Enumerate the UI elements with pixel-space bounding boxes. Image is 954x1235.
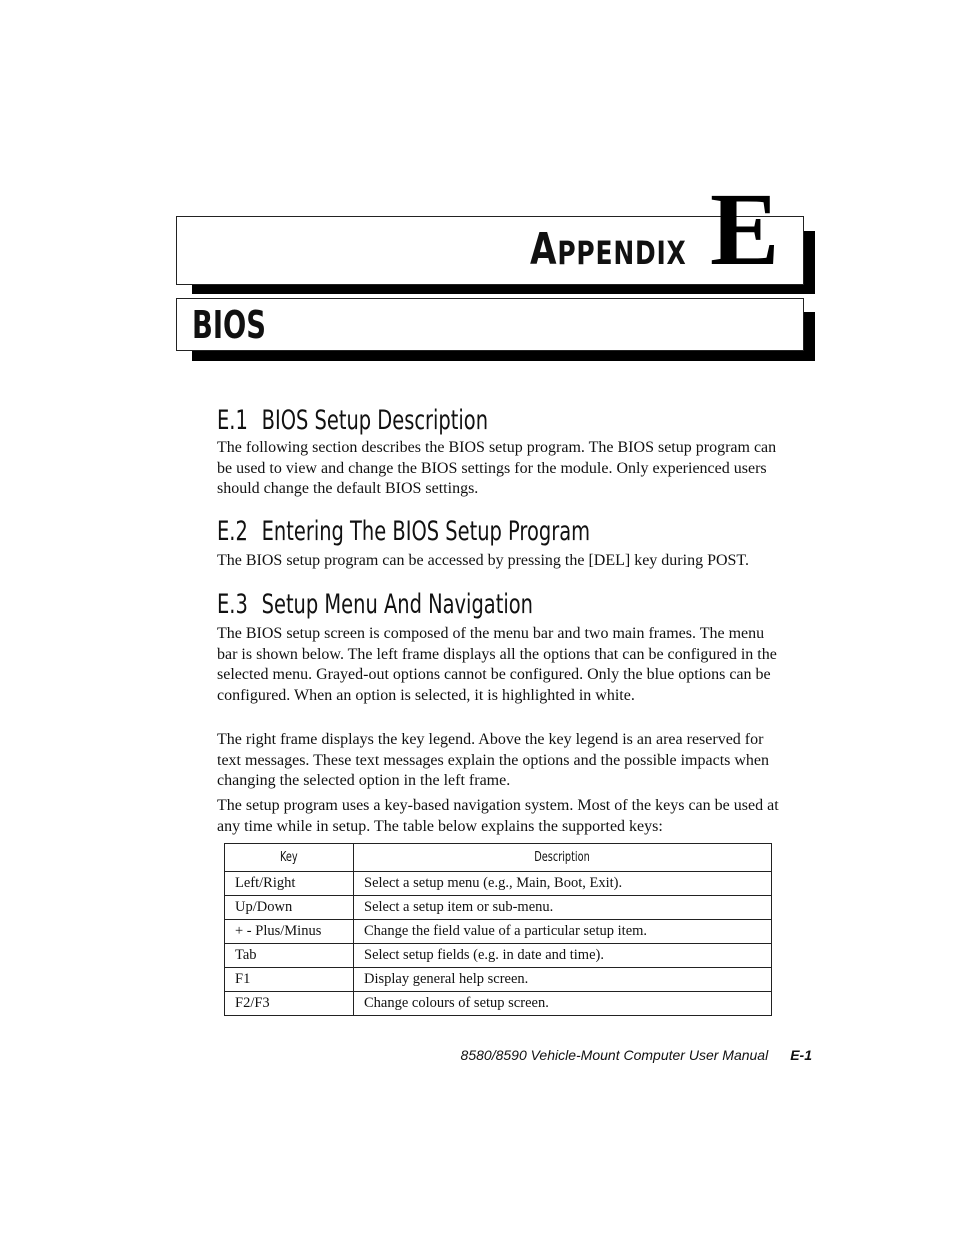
- table-cell-key: Up/Down: [225, 896, 354, 920]
- table-header-key: [225, 844, 354, 872]
- section-title: BIOS Setup Description: [261, 405, 489, 436]
- table-row: [225, 920, 772, 944]
- page-number: E-1: [790, 1047, 812, 1063]
- table-cell-description: Select a setup item or sub-menu.: [354, 896, 772, 920]
- section-paragraph: The BIOS setup program can be accessed by pressing the [DEL] key during POST.: [217, 552, 750, 569]
- table-cell-description: Select a setup menu (e.g., Main, Boot, Exit).: [354, 872, 772, 896]
- section-title: Entering The BIOS Setup Program: [261, 516, 591, 547]
- appendix-label-rest: PPENDIX: [557, 234, 687, 272]
- table-cell-key: F1: [225, 968, 354, 992]
- keys-table: [224, 843, 772, 1016]
- table-cell-description: Change the field value of a particular setup item.: [354, 920, 772, 944]
- table-row: [225, 944, 772, 968]
- table-cell-key: + - Plus/Minus: [225, 920, 354, 944]
- manual-title: 8580/8590 Vehicle-Mount Computer User Manual: [460, 1047, 769, 1063]
- table-row: [225, 968, 772, 992]
- table-row: [225, 992, 772, 1016]
- section-number: E.2: [217, 516, 248, 547]
- table-cell-key: Tab: [225, 944, 354, 968]
- header-label: Key: [280, 850, 298, 865]
- appendix-letter: E: [710, 172, 780, 287]
- appendix-label: APPENDIX: [530, 224, 687, 275]
- table-cell-description: Select setup fields (e.g. in date and time).: [354, 944, 772, 968]
- section-number: E.1: [217, 405, 248, 436]
- section-paragraph: The right frame displays the key legend. Above the key legend is an area reserved for text messages. These text messages explain the options and the possible impacts when changing the selected option in the left frame.: [217, 731, 770, 789]
- table-row: [225, 896, 772, 920]
- table-cell-description: Change colours of setup screen.: [354, 992, 772, 1016]
- section-paragraph: The BIOS setup screen is composed of the menu bar and two main frames. The menu bar is shown below. The left frame displays all the options that can be configured in the selected menu. Grayed-out options cannot be configured. Only the blue options can be configured. When an option is selected, it is highlighted in white.: [217, 625, 777, 704]
- table-cell-key: Left/Right: [225, 872, 354, 896]
- section-heading-e3: [217, 589, 533, 621]
- table-header-row: [225, 844, 772, 872]
- section-number: E.3: [217, 589, 248, 620]
- section-paragraph: The setup program uses a key-based navigation system. Most of the keys can be used at any time while in setup. The table below explains the supported keys:: [217, 797, 779, 835]
- section-paragraph: The following section describes the BIOS setup program. The BIOS setup program can be used to view and change the BIOS settings for the module. Only experienced users should change the default BIOS settings.: [217, 439, 777, 497]
- table-cell-key: F2/F3: [225, 992, 354, 1016]
- chapter-banner: [176, 298, 804, 351]
- table-cell-description: Display general help screen.: [354, 968, 772, 992]
- table-row: [225, 872, 772, 896]
- chapter-title: BIOS: [192, 303, 267, 347]
- table-header-description: [354, 844, 772, 872]
- section-heading-e1: [217, 405, 488, 437]
- section-heading-e2: [217, 516, 590, 548]
- header-label: Description: [534, 850, 591, 865]
- section-title: Setup Menu And Navigation: [261, 589, 533, 620]
- page-footer: [461, 1047, 812, 1063]
